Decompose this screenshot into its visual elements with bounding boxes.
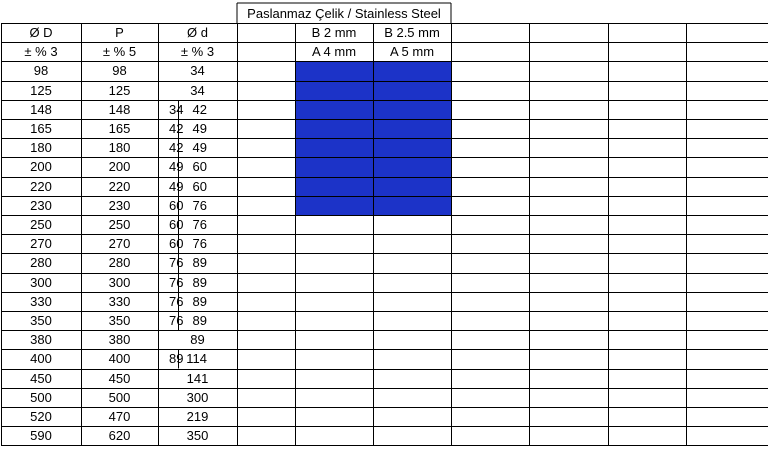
cell-od: 230 [30, 197, 52, 213]
header-d-tolerance: ± % 3 [180, 44, 215, 60]
cell-od: 280 [30, 255, 52, 271]
cell-od: 400 [30, 351, 52, 367]
cell-d: 141 [186, 370, 209, 386]
cell-p: 98 [112, 63, 127, 79]
cell-p: 450 [108, 370, 131, 386]
cell-od: 450 [30, 370, 52, 386]
cell-d: 34 [190, 63, 205, 79]
cell-od: 220 [30, 178, 52, 194]
cell-od: 250 [30, 217, 52, 232]
cell-d-max: 114 [186, 351, 207, 367]
cell-p: 180 [108, 140, 131, 156]
cell-p: 220 [108, 178, 131, 194]
cell-d-min: 49 [169, 178, 184, 194]
cell-d-min: 60 [169, 197, 184, 213]
cell-od: 520 [30, 409, 52, 424]
cell-d: 219 [186, 409, 209, 424]
cell-od: 270 [30, 236, 52, 252]
cell-od: 330 [30, 293, 52, 309]
header-od: Ø D [29, 25, 53, 40]
cell-d-min: 76 [169, 274, 184, 290]
cell-od: 380 [30, 332, 52, 348]
cell-p: 200 [108, 159, 131, 175]
cell-d-min: 60 [169, 217, 184, 232]
cell-d-max: 49 [192, 140, 207, 156]
header-d: Ø d [187, 25, 208, 40]
cell-od: 180 [30, 140, 52, 156]
cell-d-min: 60 [169, 236, 184, 252]
cell-od: 165 [30, 121, 52, 136]
cell-d-max: 89 [192, 255, 207, 271]
cell-d-min: 42 [169, 121, 184, 136]
cell-p: 500 [108, 389, 131, 405]
cell-d: 34 [190, 82, 205, 98]
cell-p: 250 [108, 217, 131, 232]
cell-d-min: 76 [169, 255, 184, 271]
cell-d-max: 76 [192, 197, 207, 213]
cell-d-max: 76 [192, 236, 207, 252]
cell-p: 380 [108, 332, 131, 348]
cell-p: 280 [108, 255, 131, 271]
cell-od: 300 [30, 274, 52, 290]
cell-d-max: 49 [192, 121, 207, 136]
cell-p: 300 [108, 274, 131, 290]
cell-p: 270 [108, 236, 131, 252]
cell-d-min: 34 [169, 101, 184, 117]
cell-od: 350 [30, 313, 52, 328]
header-p: P [115, 25, 124, 40]
cell-d-min: 89 [169, 351, 184, 367]
cell-d-max: 60 [192, 178, 207, 194]
header-b2-tolerance: A 4 mm [311, 44, 357, 60]
cell-od: 125 [30, 82, 52, 98]
cell-p: 350 [108, 313, 131, 328]
cell-p: 230 [108, 197, 131, 213]
cell-od: 98 [33, 63, 49, 79]
header-p-tolerance: ± % 5 [102, 44, 137, 60]
cell-d: 89 [190, 332, 205, 348]
cell-p: 125 [108, 82, 131, 98]
cell-d: 300 [186, 389, 209, 405]
header-od-tolerance: ± % 3 [24, 44, 58, 60]
cell-d-max: 60 [192, 159, 207, 175]
cell-d-max: 42 [192, 101, 207, 117]
cell-p: 148 [108, 101, 131, 117]
cell-d-max: 89 [192, 313, 207, 328]
cell-od: 590 [30, 428, 52, 444]
header-b25: B 2.5 mm [384, 25, 440, 40]
cell-p: 620 [108, 428, 131, 444]
cell-od: 200 [30, 159, 52, 175]
header-b25-tolerance: A 5 mm [389, 44, 435, 60]
header-b2: B 2 mm [311, 25, 357, 40]
cell-od: 148 [30, 101, 52, 117]
cell-d-min: 76 [169, 313, 184, 328]
cell-d: 350 [186, 428, 209, 444]
cell-d-min: 49 [169, 159, 184, 175]
cell-d-max: 76 [192, 217, 207, 232]
cell-p: 330 [108, 293, 131, 309]
cell-p: 400 [108, 351, 131, 367]
cell-d-max: 89 [192, 293, 207, 309]
cell-d-min: 76 [169, 293, 184, 309]
table-title: Paslanmaz Çelik / Stainless Steel [247, 6, 441, 21]
cell-d-min: 42 [169, 140, 184, 156]
cell-p: 470 [108, 409, 131, 424]
cell-p: 165 [108, 121, 131, 136]
cell-od: 500 [30, 389, 52, 405]
cell-d-max: 89 [192, 274, 207, 290]
